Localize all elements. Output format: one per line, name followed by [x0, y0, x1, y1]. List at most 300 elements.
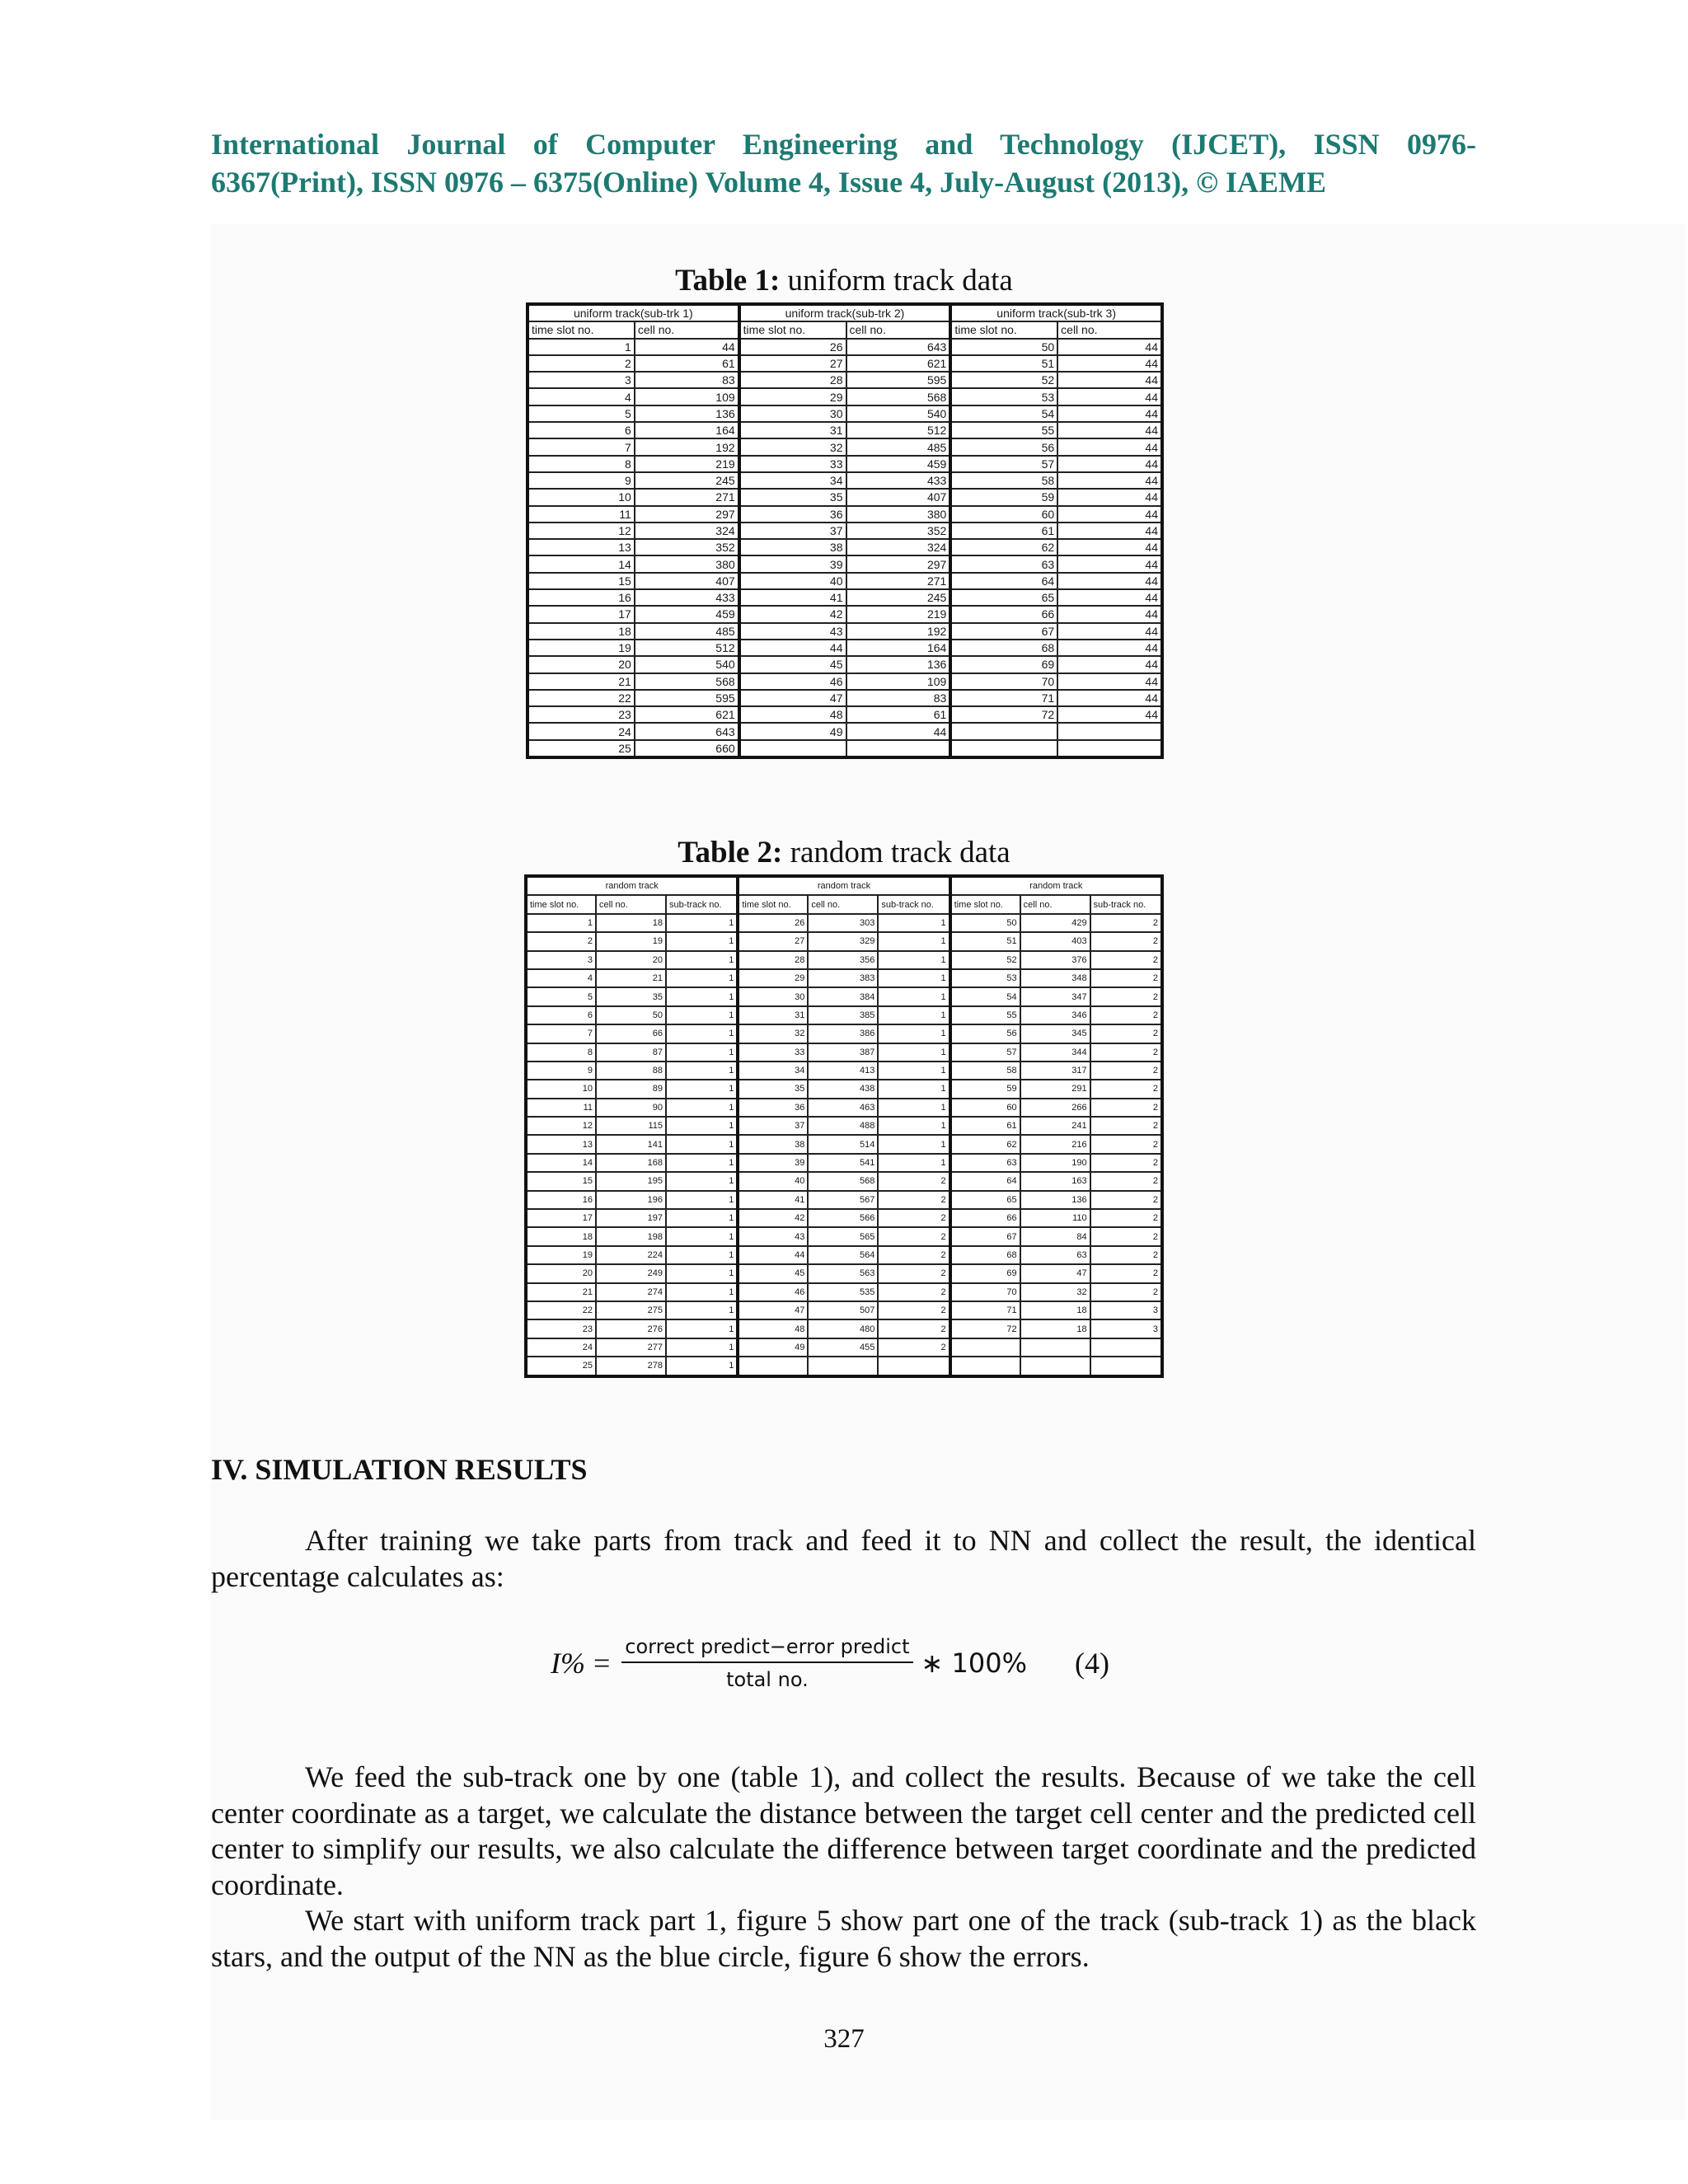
- table-row: [526, 987, 1162, 1005]
- table-cell: 488: [808, 1117, 878, 1135]
- table-row: [528, 606, 1162, 622]
- table-cell: 1: [666, 1227, 738, 1245]
- table-cell: 72: [950, 706, 1057, 723]
- table-cell: 44: [1057, 555, 1162, 572]
- table-cell: 541: [808, 1154, 878, 1172]
- table1-column-header: cell no.: [846, 321, 951, 338]
- table-cell: 66: [950, 606, 1057, 622]
- table-cell: 6: [528, 422, 635, 438]
- table-cell: 12: [526, 1117, 596, 1135]
- table-cell: 17: [528, 606, 635, 622]
- table-cell: 407: [635, 573, 739, 589]
- table-cell: 36: [738, 1099, 808, 1117]
- table-cell: 18: [528, 623, 635, 640]
- table-cell: 23: [526, 1319, 596, 1338]
- table-cell: 348: [1020, 969, 1090, 987]
- equation-fraction: [621, 1635, 912, 1691]
- table-row: [526, 969, 1162, 987]
- table-cell: 459: [635, 606, 739, 622]
- table-cell: 63: [950, 1154, 1020, 1172]
- table-cell: 40: [738, 1172, 808, 1190]
- table-cell: 216: [1020, 1135, 1090, 1153]
- table-cell: 566: [808, 1209, 878, 1227]
- table-cell: 51: [950, 355, 1057, 372]
- table-cell: 564: [808, 1246, 878, 1264]
- table-cell: 1: [666, 1043, 738, 1062]
- table-cell: 352: [635, 539, 739, 555]
- table-cell: 271: [846, 573, 951, 589]
- table-cell: 1: [878, 1135, 950, 1153]
- page-number: 327: [823, 2024, 865, 2054]
- table2-column-header: time slot no.: [950, 895, 1020, 913]
- table-cell: 21: [528, 673, 635, 690]
- table-cell: 568: [846, 388, 951, 405]
- table-cell: 59: [950, 1080, 1020, 1098]
- table1-group-header: uniform track(sub-trk 3): [950, 304, 1162, 321]
- table-cell: 2: [1090, 914, 1162, 932]
- table-cell: 2: [1090, 1283, 1162, 1301]
- table-cell: 64: [950, 573, 1057, 589]
- table-cell: 1: [878, 1024, 950, 1043]
- table-cell: 10: [528, 489, 635, 505]
- table-cell: 47: [1020, 1264, 1090, 1282]
- table-cell: 198: [596, 1227, 666, 1245]
- table-cell: 2: [878, 1209, 950, 1227]
- table-cell: 485: [846, 438, 951, 455]
- table-cell: 1: [666, 1191, 738, 1209]
- paragraph-uniform-track: We start with uniform track part 1, figure 5 show part one of the track (sub-track 1) as the black stars, and the output of the NN as the blue circle, figure 6 show the errors.: [211, 1904, 1476, 1973]
- table-cell: 429: [1020, 914, 1090, 932]
- table-cell: 507: [808, 1301, 878, 1319]
- table-cell: 4: [528, 388, 635, 405]
- table-cell: 7: [526, 1024, 596, 1043]
- table-row: [526, 1154, 1162, 1172]
- journal-header: [211, 125, 1476, 201]
- table-cell: 317: [1020, 1062, 1090, 1080]
- table1-body: [528, 339, 1162, 757]
- table-cell: 13: [526, 1135, 596, 1153]
- table-cell: 71: [950, 690, 1057, 706]
- table-cell: 56: [950, 438, 1057, 455]
- table-cell: 164: [846, 640, 951, 656]
- table-cell: 1: [878, 987, 950, 1005]
- table2-group-header: random track: [526, 876, 738, 895]
- table-cell: 621: [635, 706, 739, 723]
- table-cell: 2: [1090, 1043, 1162, 1062]
- table-cell: 164: [635, 422, 739, 438]
- table-cell: 249: [596, 1264, 666, 1282]
- table2-group-header: random track: [950, 876, 1162, 895]
- table-cell: 50: [950, 339, 1057, 355]
- table-cell: 68: [950, 640, 1057, 656]
- table-cell: 163: [1020, 1172, 1090, 1190]
- table-row: [526, 1043, 1162, 1062]
- table-row: [528, 555, 1162, 572]
- table-cell: 643: [846, 339, 951, 355]
- table-cell: [950, 1357, 1020, 1376]
- table-cell: 34: [739, 472, 846, 489]
- table-cell: 18: [1020, 1301, 1090, 1319]
- table-row: [528, 472, 1162, 489]
- table-cell: 1: [666, 1357, 738, 1376]
- table-cell: 329: [808, 932, 878, 950]
- table-cell: 1: [666, 1172, 738, 1190]
- table-cell: 2: [1090, 969, 1162, 987]
- table-cell: 1: [878, 1062, 950, 1080]
- table-cell: 44: [1057, 690, 1162, 706]
- table-cell: 110: [1020, 1209, 1090, 1227]
- table-cell: 44: [739, 640, 846, 656]
- table-cell: 64: [950, 1172, 1020, 1190]
- table-row: [526, 951, 1162, 969]
- table-cell: 42: [738, 1209, 808, 1227]
- table-row: [526, 1319, 1162, 1338]
- table-cell: 595: [846, 372, 951, 388]
- table-cell: 1: [666, 987, 738, 1005]
- table-cell: 1: [878, 1117, 950, 1135]
- table-cell: 297: [846, 555, 951, 572]
- table1-group-header: uniform track(sub-trk 1): [528, 304, 739, 321]
- table-row: [528, 706, 1162, 723]
- table-cell: 1: [666, 969, 738, 987]
- table-cell: [950, 723, 1057, 739]
- table-cell: 621: [846, 355, 951, 372]
- table-cell: 32: [1020, 1283, 1090, 1301]
- table-cell: 51: [950, 932, 1020, 950]
- table-cell: 324: [635, 523, 739, 539]
- table-cell: 49: [738, 1338, 808, 1357]
- table-cell: 69: [950, 1264, 1020, 1282]
- table-row: [528, 405, 1162, 422]
- table-cell: 2: [1090, 1099, 1162, 1117]
- table-cell: 275: [596, 1301, 666, 1319]
- table-cell: 1: [878, 969, 950, 987]
- table-cell: 384: [808, 987, 878, 1005]
- table-cell: 24: [526, 1338, 596, 1357]
- table-cell: 66: [596, 1024, 666, 1043]
- table-cell: 58: [950, 1062, 1020, 1080]
- table-cell: 57: [950, 456, 1057, 472]
- table-cell: 643: [635, 723, 739, 739]
- table-cell: 347: [1020, 987, 1090, 1005]
- table-row: [528, 690, 1162, 706]
- table-cell: 5: [526, 987, 596, 1005]
- table-cell: 35: [738, 1080, 808, 1098]
- table1-caption-text: uniform track data: [780, 264, 1013, 298]
- table-row: [528, 355, 1162, 372]
- table2-column-row: [526, 895, 1162, 913]
- table-cell: 35: [596, 987, 666, 1005]
- table-cell: 31: [738, 1006, 808, 1024]
- table-cell: 480: [808, 1319, 878, 1338]
- table-cell: 19: [596, 932, 666, 950]
- table-cell: 197: [596, 1209, 666, 1227]
- table-row: [526, 1062, 1162, 1080]
- table-cell: 44: [1057, 339, 1162, 355]
- table-cell: 303: [808, 914, 878, 932]
- table-cell: 47: [739, 690, 846, 706]
- table-cell: 44: [1057, 506, 1162, 523]
- table-cell: 168: [596, 1154, 666, 1172]
- table-cell: 2: [878, 1172, 950, 1190]
- table-row: [528, 422, 1162, 438]
- table-cell: 3: [526, 951, 596, 969]
- table-cell: 192: [846, 623, 951, 640]
- table-cell: 8: [528, 456, 635, 472]
- table-cell: 3: [1090, 1301, 1162, 1319]
- table-cell: 1: [666, 914, 738, 932]
- table-cell: 44: [1057, 523, 1162, 539]
- table-cell: 44: [1057, 388, 1162, 405]
- table-cell: 63: [950, 555, 1057, 572]
- table-cell: 88: [596, 1062, 666, 1080]
- table-cell: 20: [526, 1264, 596, 1282]
- table-cell: 141: [596, 1135, 666, 1153]
- table-cell: 2: [878, 1301, 950, 1319]
- table-cell: 21: [526, 1283, 596, 1301]
- equation-4: [551, 1629, 1144, 1698]
- table-cell: [878, 1357, 950, 1376]
- table-cell: 53: [950, 969, 1020, 987]
- table-cell: 5: [528, 405, 635, 422]
- table-cell: 1: [666, 1246, 738, 1264]
- table2-caption-label: Table 2:: [678, 836, 783, 869]
- table-cell: 2: [878, 1246, 950, 1264]
- section-heading: IV. SIMULATION RESULTS: [211, 1453, 588, 1486]
- table-row: [526, 1191, 1162, 1209]
- table-cell: 3: [1090, 1319, 1162, 1338]
- table-cell: 18: [1020, 1319, 1090, 1338]
- equation-equals: =: [593, 1647, 611, 1680]
- table-cell: 52: [950, 951, 1020, 969]
- table-cell: 1: [878, 914, 950, 932]
- table-cell: 224: [596, 1246, 666, 1264]
- table-cell: 14: [526, 1154, 596, 1172]
- table-cell: 61: [846, 706, 951, 723]
- table-cell: 2: [1090, 1264, 1162, 1282]
- table-cell: [738, 1357, 808, 1376]
- table-cell: 245: [846, 589, 951, 606]
- table-cell: 19: [526, 1246, 596, 1264]
- table-cell: 115: [596, 1117, 666, 1135]
- table-cell: 56: [950, 1024, 1020, 1043]
- table-cell: 44: [1057, 422, 1162, 438]
- table-row: [526, 1227, 1162, 1245]
- table-cell: 136: [846, 656, 951, 673]
- table-cell: 595: [635, 690, 739, 706]
- table-cell: 89: [596, 1080, 666, 1098]
- table-cell: 33: [738, 1043, 808, 1062]
- table-cell: 52: [950, 372, 1057, 388]
- table1-column-header: time slot no.: [739, 321, 846, 338]
- table-row: [526, 1209, 1162, 1227]
- table-cell: 44: [1057, 438, 1162, 455]
- table-cell: 44: [1057, 640, 1162, 656]
- table-cell: 72: [950, 1319, 1020, 1338]
- equation-rhs: ∗ 100%: [921, 1647, 1027, 1679]
- table-cell: 1: [878, 1043, 950, 1062]
- table-cell: 30: [738, 987, 808, 1005]
- table-cell: 1: [666, 1338, 738, 1357]
- table-cell: 70: [950, 673, 1057, 690]
- table-cell: 274: [596, 1283, 666, 1301]
- table-cell: [1057, 740, 1162, 757]
- table-cell: 23: [528, 706, 635, 723]
- table-cell: 44: [1057, 355, 1162, 372]
- table-cell: 45: [739, 656, 846, 673]
- table-cell: 2: [1090, 932, 1162, 950]
- table-cell: 1: [666, 951, 738, 969]
- table-cell: 39: [739, 555, 846, 572]
- table-cell: 44: [1057, 573, 1162, 589]
- table-cell: 386: [808, 1024, 878, 1043]
- table2-group-row: [526, 876, 1162, 895]
- table-cell: 44: [1057, 472, 1162, 489]
- table-cell: [1090, 1338, 1162, 1357]
- table-cell: 9: [528, 472, 635, 489]
- journal-header-line2: 6367(Print), ISSN 0976 – 6375(Online) Volume 4, Issue 4, July-August (2013), © IAEME: [211, 166, 1327, 199]
- table-cell: 60: [950, 1099, 1020, 1117]
- table-cell: 37: [739, 523, 846, 539]
- table-cell: 2: [1090, 1062, 1162, 1080]
- table-cell: 271: [635, 489, 739, 505]
- table-cell: 2: [1090, 1135, 1162, 1153]
- table-cell: 568: [808, 1172, 878, 1190]
- table-cell: [1020, 1357, 1090, 1376]
- table-cell: 512: [846, 422, 951, 438]
- table-cell: 196: [596, 1191, 666, 1209]
- table-cell: 241: [1020, 1117, 1090, 1135]
- table-cell: 44: [846, 723, 951, 739]
- table-cell: 540: [635, 656, 739, 673]
- table-cell: 403: [1020, 932, 1090, 950]
- table-cell: 20: [528, 656, 635, 673]
- table-cell: 568: [635, 673, 739, 690]
- table-cell: 192: [635, 438, 739, 455]
- table-cell: 136: [1020, 1191, 1090, 1209]
- table-cell: 65: [950, 1191, 1020, 1209]
- table-cell: 46: [739, 673, 846, 690]
- table-cell: 29: [739, 388, 846, 405]
- table-cell: 2: [1090, 1080, 1162, 1098]
- table2-group-header: random track: [738, 876, 950, 895]
- table-cell: 2: [878, 1283, 950, 1301]
- table-cell: 44: [1057, 489, 1162, 505]
- table2-column-header: cell no.: [1020, 895, 1090, 913]
- table-cell: 376: [1020, 951, 1090, 969]
- table-row: [526, 932, 1162, 950]
- table-cell: 387: [808, 1043, 878, 1062]
- table-cell: 11: [526, 1099, 596, 1117]
- table-cell: 1: [666, 1062, 738, 1080]
- equation-numerator: correct predict−error predict: [621, 1635, 912, 1663]
- table-cell: 3: [528, 372, 635, 388]
- table-cell: 433: [846, 472, 951, 489]
- table-row: [528, 740, 1162, 757]
- table-cell: 13: [528, 539, 635, 555]
- table-cell: 38: [739, 539, 846, 555]
- table-cell: 407: [846, 489, 951, 505]
- table-cell: 35: [739, 489, 846, 505]
- table-cell: 44: [1057, 656, 1162, 673]
- table2-column-header: time slot no.: [526, 895, 596, 913]
- table-cell: 463: [808, 1099, 878, 1117]
- equation-lhs: I%: [551, 1647, 585, 1680]
- table2-column-header: sub-track no.: [666, 895, 738, 913]
- table-cell: [1020, 1338, 1090, 1357]
- table-cell: 19: [528, 640, 635, 656]
- table-cell: 87: [596, 1043, 666, 1062]
- journal-header-line1: International Journal of Computer Engineering and Technology (IJCET), ISSN 0976-: [211, 128, 1476, 161]
- table-cell: 62: [950, 539, 1057, 555]
- table-cell: 31: [739, 422, 846, 438]
- table2-body: [526, 914, 1162, 1376]
- table-cell: 36: [739, 506, 846, 523]
- table-cell: 660: [635, 740, 739, 757]
- table-cell: 1: [666, 1264, 738, 1282]
- table-row: [526, 1357, 1162, 1376]
- table-cell: 1: [666, 1301, 738, 1319]
- table-cell: 70: [950, 1283, 1020, 1301]
- table-row: [528, 506, 1162, 523]
- table-cell: 276: [596, 1319, 666, 1338]
- table-cell: 55: [950, 1006, 1020, 1024]
- table-cell: 9: [526, 1062, 596, 1080]
- table-cell: 44: [1057, 372, 1162, 388]
- table-cell: 567: [808, 1191, 878, 1209]
- table-cell: 385: [808, 1006, 878, 1024]
- table-cell: 25: [526, 1357, 596, 1376]
- table-cell: 345: [1020, 1024, 1090, 1043]
- table-cell: 62: [950, 1135, 1020, 1153]
- table-cell: 22: [528, 690, 635, 706]
- table1-column-header: time slot no.: [950, 321, 1057, 338]
- table-row: [526, 1172, 1162, 1190]
- table1-column-header: time slot no.: [528, 321, 635, 338]
- table-cell: 352: [846, 523, 951, 539]
- table-cell: 20: [596, 951, 666, 969]
- table-cell: 61: [635, 355, 739, 372]
- table-row: [526, 914, 1162, 932]
- table-cell: 16: [526, 1191, 596, 1209]
- table-cell: 1: [528, 339, 635, 355]
- table-cell: 563: [808, 1264, 878, 1282]
- table-cell: 38: [738, 1135, 808, 1153]
- table-cell: 346: [1020, 1006, 1090, 1024]
- table-cell: 15: [526, 1172, 596, 1190]
- table-cell: 1: [878, 932, 950, 950]
- table-cell: 44: [1057, 606, 1162, 622]
- table-cell: 14: [528, 555, 635, 572]
- table-row: [528, 640, 1162, 656]
- table-cell: 68: [950, 1246, 1020, 1264]
- table-cell: 15: [528, 573, 635, 589]
- table-cell: 2: [1090, 1006, 1162, 1024]
- table-cell: 54: [950, 987, 1020, 1005]
- table-cell: 459: [846, 456, 951, 472]
- table-cell: 69: [950, 656, 1057, 673]
- table-cell: 53: [950, 388, 1057, 405]
- table-cell: 2: [528, 355, 635, 372]
- table-cell: 1: [878, 1080, 950, 1098]
- table-cell: 44: [738, 1246, 808, 1264]
- table-cell: [808, 1357, 878, 1376]
- table-cell: 438: [808, 1080, 878, 1098]
- table2-caption-text: random track data: [782, 836, 1010, 869]
- table-row: [528, 589, 1162, 606]
- table-cell: 356: [808, 951, 878, 969]
- table-row: [526, 1006, 1162, 1024]
